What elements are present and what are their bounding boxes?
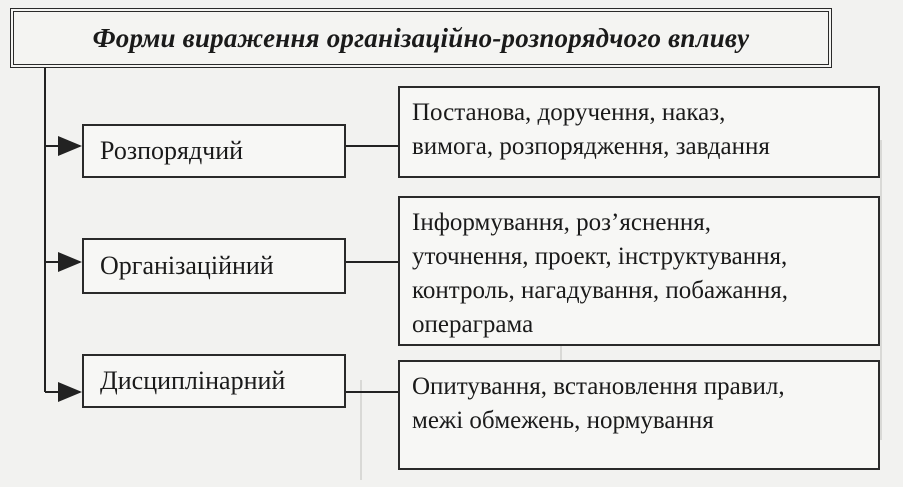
description-line: операграма xyxy=(412,311,534,338)
form-name: Дисциплінарний xyxy=(100,366,286,395)
form-box-disciplinary xyxy=(82,354,346,408)
description-box-disciplinary xyxy=(398,360,880,470)
description-line: Опитування, встановлення правил, xyxy=(412,373,785,400)
description-line: Постанова, доручення, наказ, xyxy=(412,99,726,126)
description-box-administrative xyxy=(398,86,880,178)
diagram-title-box xyxy=(10,8,832,68)
form-name: Розпорядчий xyxy=(100,136,244,165)
description-box-organizational xyxy=(398,196,880,346)
description-line: контроль, нагадування, побажання, xyxy=(412,277,788,304)
description-line: уточнення, проект, інструктування, xyxy=(412,243,788,270)
form-name: Організаційний xyxy=(100,251,274,280)
description-line: межі обмежень, нормування xyxy=(412,407,714,434)
form-box-administrative xyxy=(82,124,346,178)
description-line: вимога, розпорядження, завдання xyxy=(412,133,770,160)
diagram-title: Форми вираження організаційно-розпорядчого впливу xyxy=(92,22,750,53)
form-box-organizational xyxy=(82,238,346,294)
description-line: Інформування, роз’яснення, xyxy=(412,209,711,236)
